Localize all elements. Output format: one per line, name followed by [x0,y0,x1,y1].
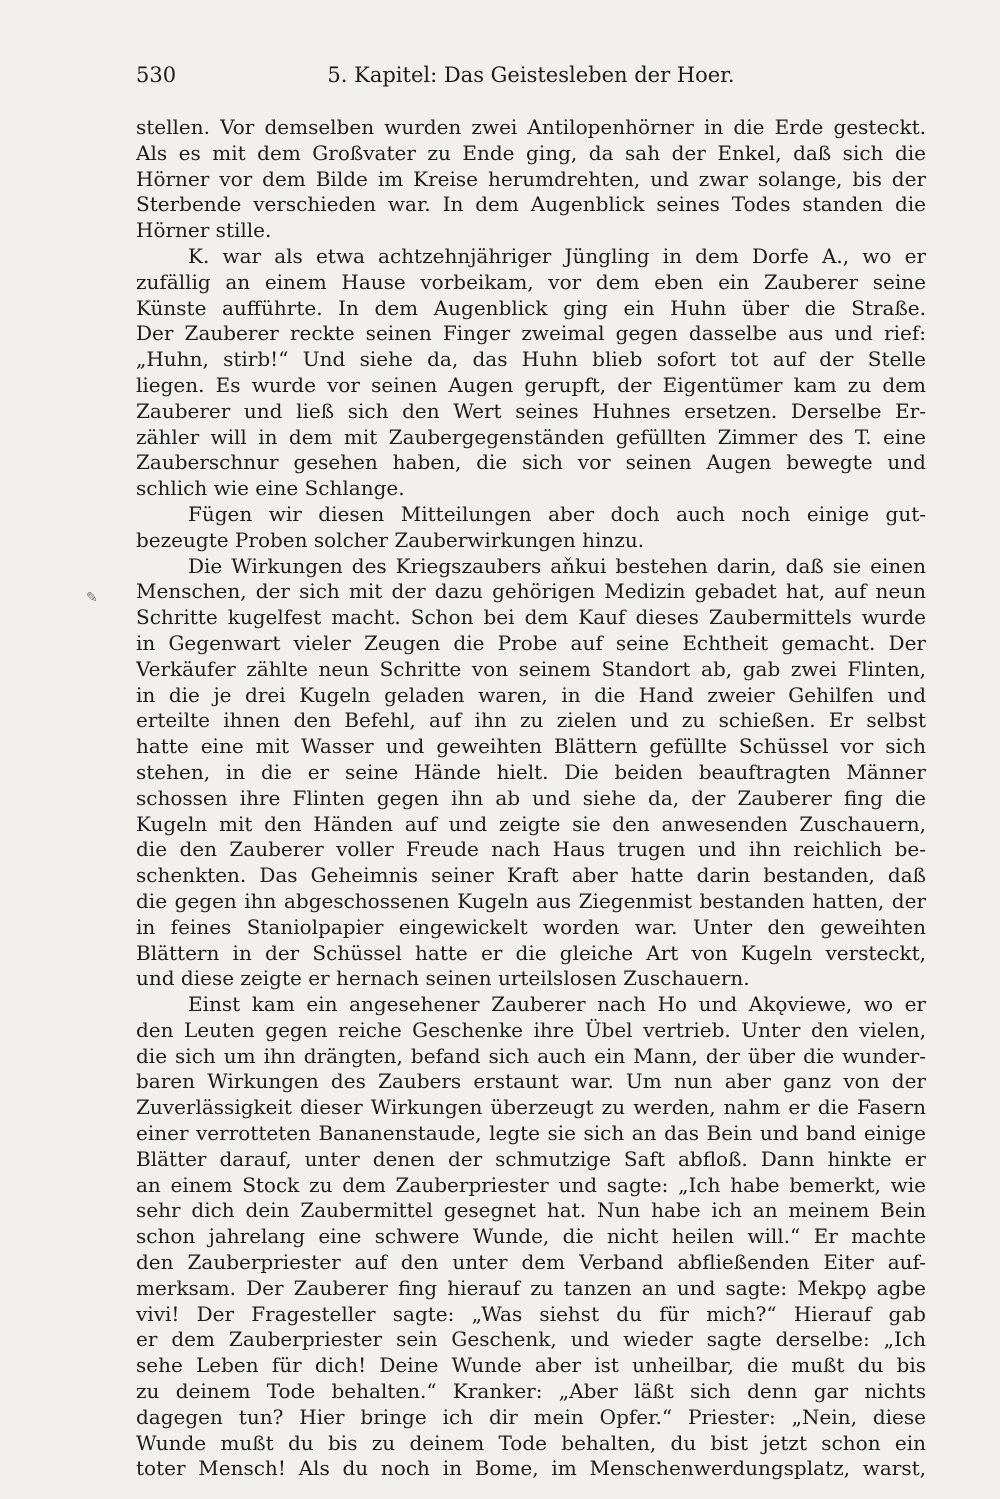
text-line: Zauberer und ließ sich den Wert seines Huhnes ersetzen. Derselbe Er- [136,398,926,423]
text-line: in die je drei Kugeln geladen waren, in die Hand zweier Gehilfen und [136,682,926,707]
text-line: „Huhn, stirb!“ Und siehe da, das Huhn blieb sofort tot auf der Stelle [136,347,926,372]
text-line: den Zauberpriester auf den unter dem Verband abfließenden Eiter auf- [136,1250,926,1275]
text-line: stellen. Vor demselben wurden zwei Antilopenhörner in die Erde gesteckt. [136,115,926,139]
text-line: Der Zauberer reckte seinen Finger zweimal gegen dasselbe aus und rief: [136,321,926,346]
text-line: Verkäufer zählte neun Schritte von seinem Standort ab, gab zwei Flinten, [136,656,926,681]
text-line: Blättern in der Schüssel hatte er die gleiche Art von Kugeln versteckt, [136,940,926,965]
body-text [136,115,926,1482]
text-line: die gegen ihn abgeschossenen Kugeln aus Ziegenmist bestanden hatten, der [136,888,926,913]
text-line: Wunde mußt du bis zu deinem Tode behalten, du bist jetzt schon ein [136,1430,926,1455]
text-line: einer verrotteten Bananenstaude, legte sie sich an das Bein und band einige [136,1121,926,1146]
text-line: Blätter darauf, unter denen der schmutzige Saft abfloß. Dann hinkte er [136,1146,926,1171]
text-line: und diese zeigte er hernach seinen urteilslosen Zuschauern. [136,966,750,991]
text-line: Einst kam ein angesehener Zauberer nach Ho und Akǫviewe, wo er [188,992,926,1017]
page-number: 530 [136,63,177,87]
text-line: Kugeln mit den Händen auf und zeigte sie den anwesenden Zuschauern, [136,811,926,836]
text-line: Als es mit dem Großvater zu Ende ging, da sah der Enkel, daß sich die [136,140,926,165]
running-title: 5. Kapitel: Das Geistesleben der Hoer. [327,63,735,87]
text-line: dagegen tun? Hier bringe ich dir mein Opfer.“ Priester: „Nein, diese [136,1404,926,1429]
text-line: Die Wirkungen des Kriegszaubers aňkui bestehen darin, daß sie einen [188,553,926,578]
text-line: in Gegenwart vieler Zeugen die Probe auf seine Echtheit gemacht. Der [136,630,926,655]
text-line: Hörner vor dem Bilde im Kreise herumdrehten, und zwar solange, bis der [136,166,926,191]
text-line: zu deinem Tode behalten.“ Kranker: „Aber läßt sich denn gar nichts [136,1379,926,1404]
text-line: Fügen wir diesen Mitteilungen aber doch auch noch einige gut- [188,501,926,526]
text-line: Schritte kugelfest macht. Schon bei dem Kauf dieses Zaubermittels wurde [136,605,926,630]
text-line: zähler will in dem mit Zaubergegenständen gefüllten Zimmer des T. eine [136,424,926,449]
text-line: vivi! Der Fragesteller sagte: „Was siehst du für mich?“ Hierauf gab [136,1301,926,1326]
text-line: baren Wirkungen des Zaubers erstaunt war. Um nun aber ganz von der [136,1069,926,1094]
text-line: Sterbende verschieden war. In dem Augenblick seines Todes standen die [136,192,926,217]
text-line: schlich wie eine Schlange. [136,476,405,501]
text-line: zufällig an einem Hause vorbeikam, vor dem eben ein Zauberer seine [136,269,926,294]
text-line: merksam. Der Zauberer fing hierauf zu tanzen an und sagte: Mekpǫ agbe [136,1275,926,1300]
text-line: in feines Staniolpapier eingewickelt worden war. Unter den geweihten [136,914,926,939]
text-line: toter Mensch! Als du noch in Bome, im Menschenwerdungsplatz, warst, [136,1456,926,1481]
text-line: Menschen, der sich mit der dazu gehörigen Medizin gebadet hat, auf neun [136,579,926,604]
text-line: Zuverlässigkeit dieser Wirkungen überzeugt zu werden, nahm er die Fasern [136,1095,926,1120]
text-line: bezeugte Proben solcher Zauberwirkungen hinzu. [136,527,645,552]
text-line: er dem Zauberpriester sein Geschenk, und wieder sagte derselbe: „Ich [136,1327,926,1352]
text-line: den Leuten gegen reiche Geschenke ihre Übel vertrieb. Unter den vielen, [136,1017,926,1042]
text-line: Hörner stille. [136,218,272,243]
text-line: schenkten. Das Geheimnis seiner Kraft aber hatte darin bestanden, daß [136,863,926,888]
text-line: schon jahrelang eine schwere Wunde, die nicht heilen will.“ Er machte [136,1224,926,1249]
text-line: sehr dich dein Zaubermittel gesegnet hat. Nun habe ich an meinem Bein [136,1198,926,1223]
text-line: liegen. Es wurde vor seinen Augen gerupft, der Eigentümer kam zu dem [136,372,926,397]
text-line: an einem Stock zu dem Zauberpriester und sagte: „Ich habe bemerkt, wie [136,1172,926,1197]
margin-mark: ✎ [86,590,98,606]
page-header [136,58,926,92]
text-line: Zauberschnur gesehen haben, die sich vor seinen Augen bewegte und [136,450,926,475]
text-line: die den Zauberer voller Freude nach Haus trugen und ihn reichlich be- [136,837,926,862]
text-line: K. war als etwa achtzehnjähriger Jüngling in dem Dorfe A., wo er [188,243,926,268]
text-line: die sich um ihn drängten, befand sich auch ein Mann, der über die wunder- [136,1043,926,1068]
text-line: hatte eine mit Wasser und geweihten Blättern gefüllte Schüssel vor sich [136,734,926,759]
text-line: stehen, in die er seine Hände hielt. Die beiden beauftragten Männer [136,759,926,784]
text-line: Künste aufführte. In dem Augenblick ging ein Huhn über die Straße. [136,295,926,320]
text-line: sehe Leben für dich! Deine Wunde aber ist unheilbar, die mußt du bis [136,1353,926,1378]
text-line: schossen ihre Flinten gegen ihn ab und siehe da, der Zauberer fing die [136,785,926,810]
text-line: erteilte ihnen den Befehl, auf ihn zu zielen und zu schießen. Er selbst [136,708,926,733]
